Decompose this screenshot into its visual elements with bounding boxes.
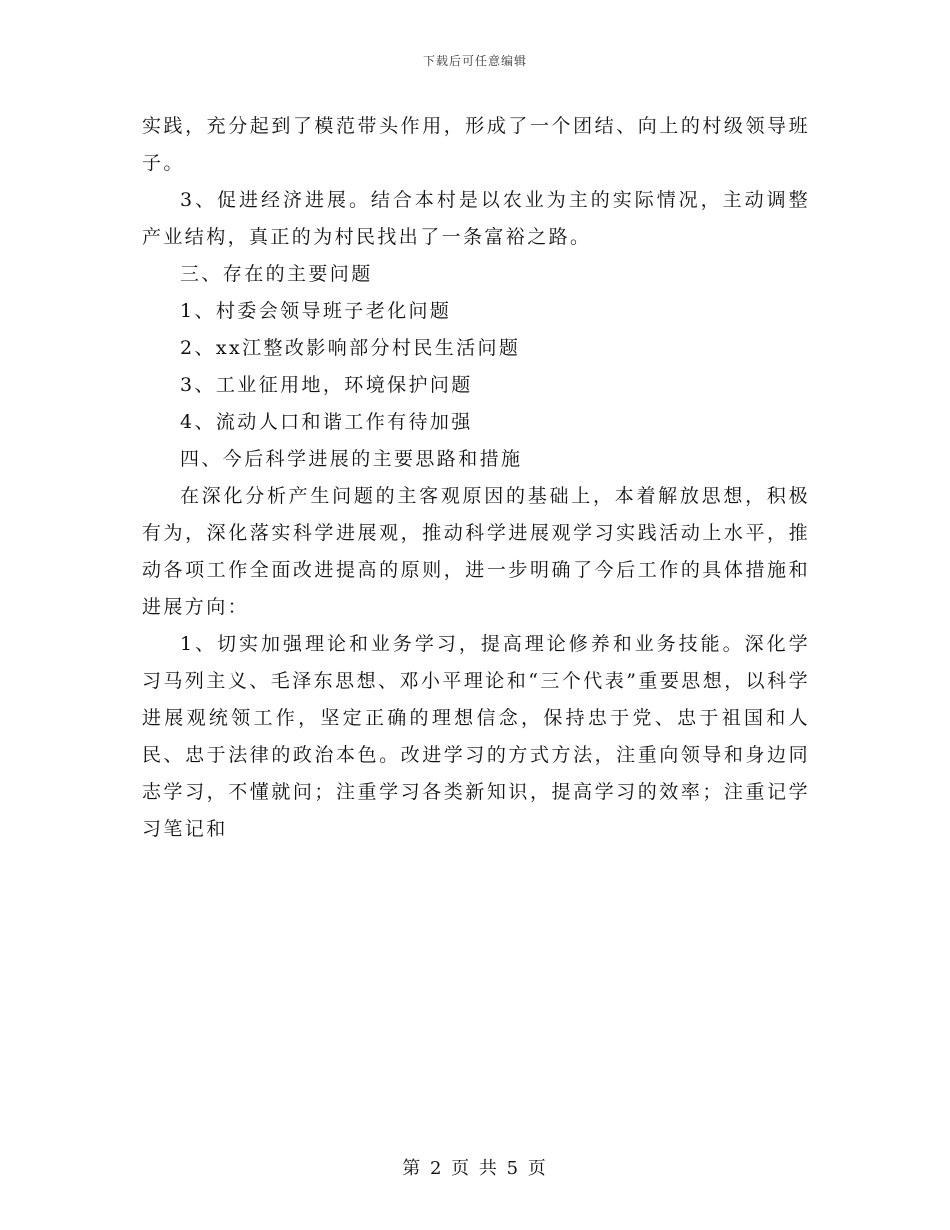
paragraph-item-3-economy: 3、促进经济进展。结合本村是以农业为主的实际情况，主动调整产业结构，真正的为村民找出了一条富裕之路。 <box>142 189 810 248</box>
problem-item-1: 1、村委会领导班子老化问题 <box>180 300 452 322</box>
document-body <box>142 108 810 848</box>
problem-item-3: 3、工业征用地，环境保护问题 <box>180 374 473 396</box>
page-header: 下载后可任意编辑 <box>422 54 527 68</box>
paragraph-measure-1: 1、切实加强理论和业务学习，提高理论修养和业务技能。深化学习马列主义、毛泽东思想、邓小平理论和“三个代表”重要思想，以科学进展观统领工作，坚定正确的理想信念，保持忠于党、忠于祖国和人民、忠于法律的政治本色。改进学习的方式方法，注重向领导和身边同志学习，不懂就问；注重学习各类新知识，提高学习的效率；注重记学习笔记和 <box>142 633 810 840</box>
problem-item-4: 4、流动人口和谐工作有待加强 <box>180 411 473 433</box>
section-heading-measures: 四、今后科学进展的主要思路和措施 <box>180 448 523 470</box>
paragraph-continuation: 实践，充分起到了模范带头作用，形成了一个团结、向上的村级领导班子。 <box>142 115 810 174</box>
page-number-footer: 第 2 页 共 5 页 <box>402 1158 548 1179</box>
problem-item-2: 2、xx江整改影响部分村民生活问题 <box>180 337 521 359</box>
section-heading-problems: 三、存在的主要问题 <box>180 263 373 285</box>
paragraph-measures-intro: 在深化分析产生问题的主客观原因的基础上，本着解放思想，积极有为，深化落实科学进展观，推动科学进展观学习实践活动上水平，推动各项工作全面改进提高的原则，进一步明确了今后工作的具体措施和进展方向： <box>142 485 810 618</box>
